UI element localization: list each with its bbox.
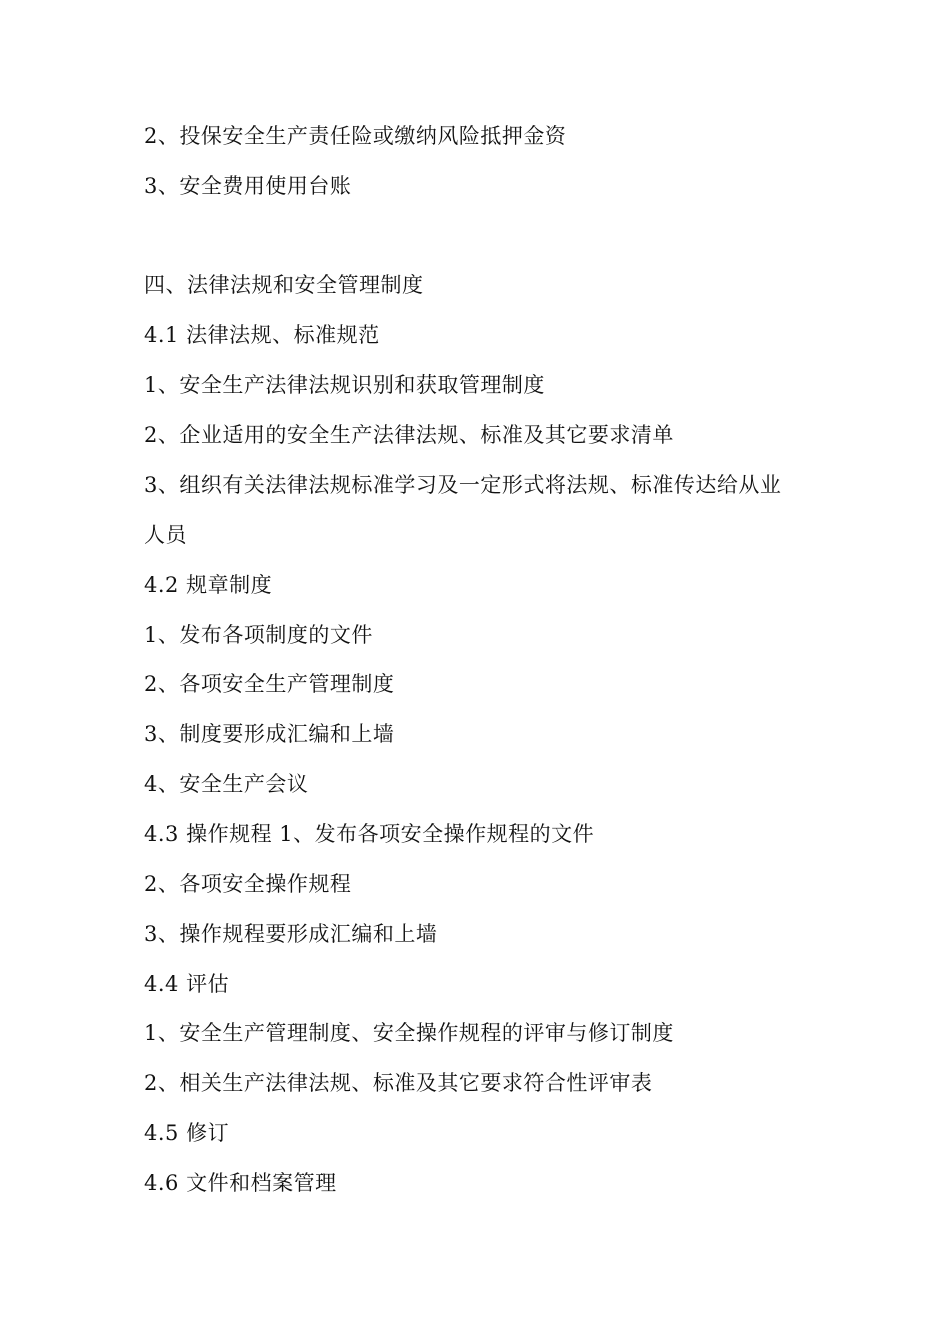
text-line: 2、各项安全操作规程 <box>144 872 352 896</box>
text-line: 2、相关生产法律法规、标准及其它要求符合性评审表 <box>144 1071 653 1095</box>
text-line: 2、各项安全生产管理制度 <box>144 672 395 696</box>
subsection-heading: 4.1 法律法规、标准规范 <box>144 323 380 347</box>
text-line: 3、安全费用使用台账 <box>144 174 352 198</box>
text-line: 2、投保安全生产责任险或缴纳风险抵押金资 <box>144 124 567 148</box>
subsection-heading: 4.2 规章制度 <box>144 573 273 597</box>
text-line: 1、安全生产管理制度、安全操作规程的评审与修订制度 <box>144 1021 674 1045</box>
text-line: 人员 <box>144 523 187 547</box>
subsection-heading: 4.5 修订 <box>144 1121 230 1145</box>
text-line: 3、制度要形成汇编和上墙 <box>144 722 395 746</box>
text-line: 2、企业适用的安全生产法律法规、标准及其它要求清单 <box>144 423 674 447</box>
text-line: 4、安全生产会议 <box>144 772 309 796</box>
subsection-heading: 4.4 评估 <box>144 972 230 996</box>
text-line: 1、安全生产法律法规识别和获取管理制度 <box>144 373 545 397</box>
subsection-heading: 4.3 操作规程 1、发布各项安全操作规程的文件 <box>144 822 595 846</box>
text-line: 3、操作规程要形成汇编和上墙 <box>144 922 438 946</box>
text-line: 1、发布各项制度的文件 <box>144 623 373 647</box>
subsection-heading: 4.6 文件和档案管理 <box>144 1171 337 1195</box>
text-line: 3、组织有关法律法规标准学习及一定形式将法规、标准传达给从业 <box>144 473 782 497</box>
section-heading: 四、法律法规和安全管理制度 <box>144 273 424 297</box>
